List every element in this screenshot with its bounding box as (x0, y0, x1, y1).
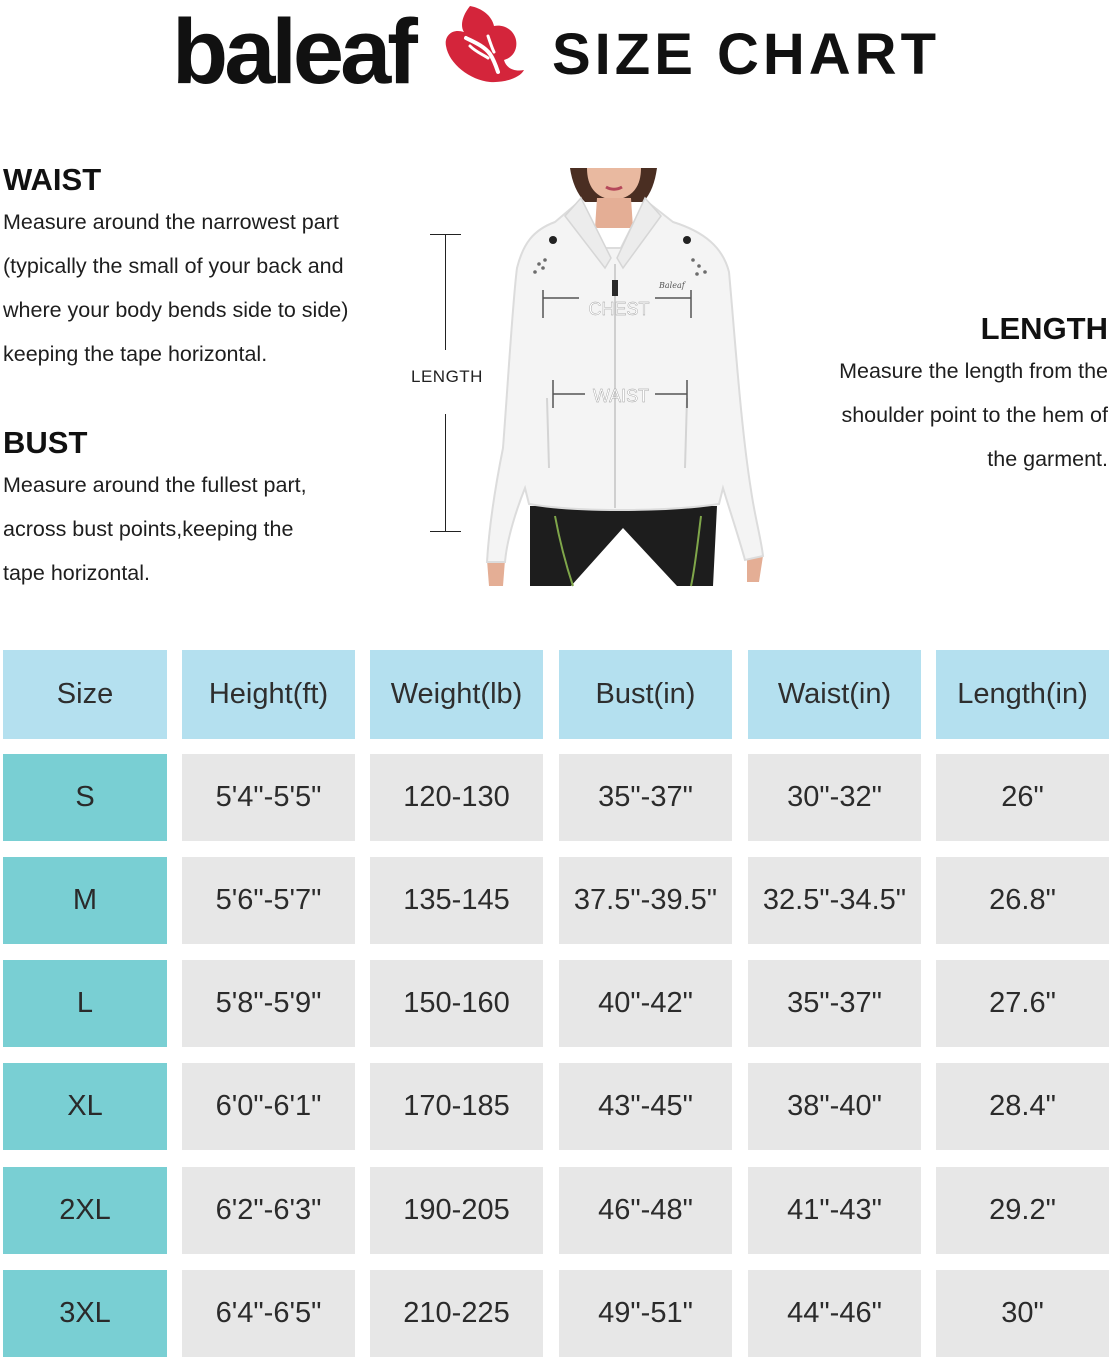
table-cell-bust: 43"-45" (559, 1063, 732, 1150)
table-cell-bust: 37.5"-39.5" (559, 857, 732, 944)
table-cell-waist: 44"-46" (748, 1270, 921, 1357)
size-label-cell: XL (3, 1063, 167, 1150)
table-cell-weight: 120-130 (370, 754, 543, 841)
length-line: the garment. (987, 447, 1108, 471)
bust-line: Measure around the fullest part, (3, 473, 307, 497)
brand-wordmark: baleaf (172, 1, 414, 103)
table-cell-waist: 41"-43" (748, 1167, 921, 1254)
column-header-size: Size (3, 650, 167, 739)
size-label-cell: 3XL (3, 1270, 167, 1357)
table-cell-height: 6'0"-6'1" (182, 1063, 355, 1150)
table-cell-weight: 135-145 (370, 857, 543, 944)
column-header-height: Height(ft) (182, 650, 355, 739)
size-label-cell: S (3, 754, 167, 841)
table-cell-length: 28.4" (936, 1063, 1109, 1150)
waist-guide-label: WAIST (592, 386, 650, 406)
length-heading: LENGTH (980, 311, 1108, 346)
waist-heading: WAIST (3, 162, 102, 197)
table-cell-height: 6'4"-6'5" (182, 1270, 355, 1357)
table-cell-height: 5'6"-5'7" (182, 857, 355, 944)
chest-guide-label: CHEST (588, 299, 650, 319)
table-cell-length: 26.8" (936, 857, 1109, 944)
table-cell-weight: 210-225 (370, 1270, 543, 1357)
table-cell-waist: 32.5"-34.5" (748, 857, 921, 944)
size-label-cell: M (3, 857, 167, 944)
column-header-weight: Weight(lb) (370, 650, 543, 739)
table-cell-bust: 49"-51" (559, 1270, 732, 1357)
table-cell-bust: 46"-48" (559, 1167, 732, 1254)
column-header-waist: Waist(in) (748, 650, 921, 739)
table-cell-height: 5'8"-5'9" (182, 960, 355, 1047)
jacket-model-figure (405, 168, 775, 588)
size-chart-table (0, 650, 1111, 1360)
length-guide-label: LENGTH (411, 367, 483, 386)
waist-line: where your body bends side to side) (3, 298, 349, 322)
table-cell-waist: 35"-37" (748, 960, 921, 1047)
table-cell-waist: 30"-32" (748, 754, 921, 841)
table-cell-bust: 40"-42" (559, 960, 732, 1047)
bust-instructions (3, 423, 383, 595)
size-label-cell: 2XL (3, 1167, 167, 1254)
table-cell-height: 6'2"-6'3" (182, 1167, 355, 1254)
model-jacket-illustration (405, 168, 775, 588)
length-line: shoulder point to the hem of (841, 403, 1108, 427)
column-header-bust: Bust(in) (559, 650, 732, 739)
table-cell-weight: 150-160 (370, 960, 543, 1047)
length-line: Measure the length from the (839, 359, 1108, 383)
table-cell-weight: 170-185 (370, 1063, 543, 1150)
table-cell-length: 26" (936, 754, 1109, 841)
length-instructions (778, 309, 1108, 481)
waist-line: Measure around the narrowest part (3, 210, 339, 234)
baleaf-leaf-logo-icon (440, 2, 526, 84)
table-cell-length: 27.6" (936, 960, 1109, 1047)
bust-line: across bust points,keeping the (3, 517, 294, 541)
table-cell-length: 30" (936, 1270, 1109, 1357)
size-label-cell: L (3, 960, 167, 1047)
bust-heading: BUST (3, 425, 88, 460)
jacket-logo-text: Baleaf (659, 281, 685, 290)
waist-line: keeping the tape horizontal. (3, 342, 268, 366)
page-title: SIZE CHART (552, 22, 940, 87)
table-cell-waist: 38"-40" (748, 1063, 921, 1150)
waist-instructions (3, 160, 403, 376)
table-cell-bust: 35"-37" (559, 754, 732, 841)
table-cell-height: 5'4"-5'5" (182, 754, 355, 841)
bust-line: tape horizontal. (3, 561, 151, 585)
brand-header (172, 0, 952, 103)
waist-line: (typically the small of your back and (3, 254, 344, 278)
table-cell-length: 29.2" (936, 1167, 1109, 1254)
table-cell-weight: 190-205 (370, 1167, 543, 1254)
column-header-length: Length(in) (936, 650, 1109, 739)
